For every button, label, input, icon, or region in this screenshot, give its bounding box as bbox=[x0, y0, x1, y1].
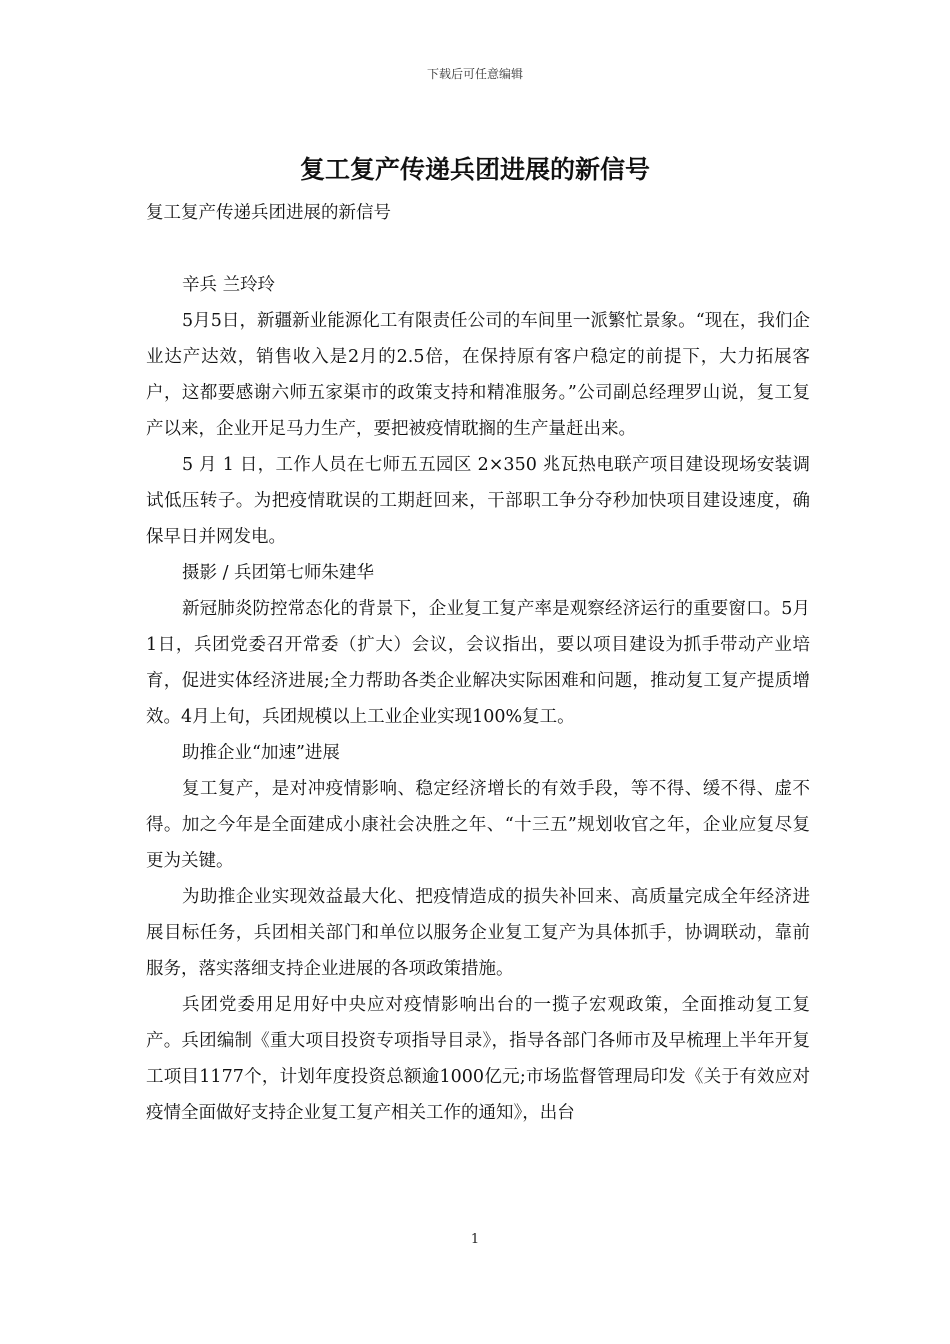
paragraph: 5月5日，新疆新业能源化工有限责任公司的车间里一派繁忙景象。“现在，我们企业达产达效，销售收入是2月的2.5倍，在保持原有客户稳定的前提下，大力拓展客户，这都要感谢六师五家渠市的政策支持和精准服务。”公司副总经理罗山说，复工复产以来，企业开足马力生产，要把被疫情耽搁的生产量赶出来。 bbox=[146, 311, 810, 439]
paragraph: 兵团党委用足用好中央应对疫情影响出台的一揽子宏观政策，全面推动复工复产。兵团编制《重大项目投资专项指导目录》，指导各部门各师市及早梳理上半年开复工项目1177个，计划年度投资总额逾1000亿元;市场监督管理局印发《关于有效应对疫情全面做好支持企业复工复产相关工作的通知》，出台 bbox=[146, 995, 810, 1123]
paragraph: 为助推企业实现效益最大化、把疫情造成的损失补回来、高质量完成全年经济进展目标任务，兵团相关部门和单位以服务企业复工复产为具体抓手，协调联动，靠前服务，落实落细支持企业进展的各项政策措施。 bbox=[146, 887, 810, 979]
paragraph: 新冠肺炎防控常态化的背景下，企业复工复产率是观察经济运行的重要窗口。5月1日，兵团党委召开常委（扩大）会议，会议指出，要以项目建设为抓手带动产业培育，促进实体经济进展;全力帮助各类企业解决实际困难和问题，推动复工复产提质增效。4月上旬，兵团规模以上工业企业实现100%复工。 bbox=[146, 599, 810, 727]
byline: 辛兵 兰玲玲 bbox=[182, 275, 276, 295]
page-number: 1 bbox=[470, 1232, 480, 1247]
document-subtitle: 复工复产传递兵团进展的新信号 bbox=[146, 203, 391, 223]
paragraph: 5 月 1 日，工作人员在七师五五园区 2×350 兆瓦热电联产项目建设现场安装调试低压转子。为把疫情耽误的工期赶回来，干部职工争分夺秒加快项目建设速度，确保早日并网发电。 bbox=[146, 455, 810, 547]
page-header-note: 下载后可任意编辑 bbox=[426, 67, 523, 81]
document-body bbox=[146, 195, 810, 1131]
document-title: 复工复产传递兵团进展的新信号 bbox=[299, 155, 650, 184]
photo-credit: 摄影 / 兵团第七师朱建华 bbox=[182, 563, 375, 583]
paragraph: 复工复产，是对冲疫情影响、稳定经济增长的有效手段，等不得、缓不得、虚不得。加之今年是全面建成小康社会决胜之年、“十三五”规划收官之年，企业应复尽复更为关键。 bbox=[146, 779, 810, 871]
section-heading: 助推企业“加速”进展 bbox=[182, 743, 340, 763]
